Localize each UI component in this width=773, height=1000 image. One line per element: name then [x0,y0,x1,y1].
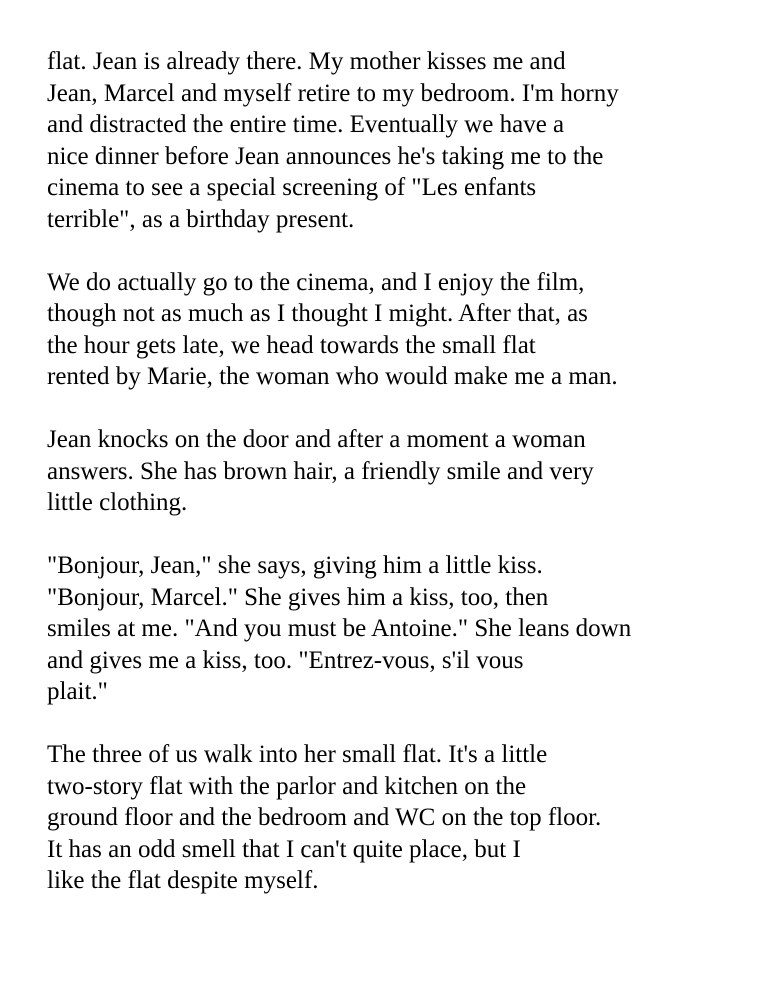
text-line: and gives me a kiss, too. "Entrez-vous, s'il vous [47,646,524,674]
text-line: rented by Marie, the woman who would make me a man. [47,363,618,390]
text-line: the hour gets late, we head towards the small flat [47,331,536,359]
paragraph [47,550,767,708]
text-line: terrible", as a birthday present. [47,205,355,233]
text-line: It has an odd smell that I can't quite place, but I [47,835,521,863]
text-line: though not as much as I thought I might. After that, as [47,300,588,327]
paragraph [47,46,767,235]
text-line: flat. Jean is already there. My mother kisses me and [47,48,566,75]
text-line: cinema to see a special screening of "Les enfants [47,174,537,201]
text-line: answers. She has brown hair, a friendly smile and very [47,457,594,485]
text-line: ground floor and the bedroom and WC on the top floor. [47,804,602,831]
text-line: like the flat despite myself. [47,867,319,894]
text-line: nice dinner before Jean announces he's taking me to the [47,142,604,170]
body-text [47,46,767,928]
text-line: and distracted the entire time. Eventually we have a [47,111,565,138]
paragraph [47,739,767,897]
text-line: We do actually go to the cinema, and I enjoy the film, [47,268,585,296]
text-line: Jean, Marcel and myself retire to my bedroom. I'm horny [47,79,619,107]
text-line: little clothing. [47,489,188,516]
text-line: Jean knocks on the door and after a moment a woman [47,426,586,453]
paragraph [47,424,767,519]
text-line: The three of us walk into her small flat. It's a little [47,741,548,768]
text-line: "Bonjour, Marcel." She gives him a kiss, too, then [47,583,549,611]
text-line: "Bonjour, Jean," she says, giving him a little kiss. [47,552,543,579]
paragraph [47,267,767,393]
text-line: smiles at me. "And you must be Antoine." She leans down [47,615,632,642]
text-line: two-story flat with the parlor and kitchen on the [47,772,527,800]
text-line: plait." [47,678,108,705]
